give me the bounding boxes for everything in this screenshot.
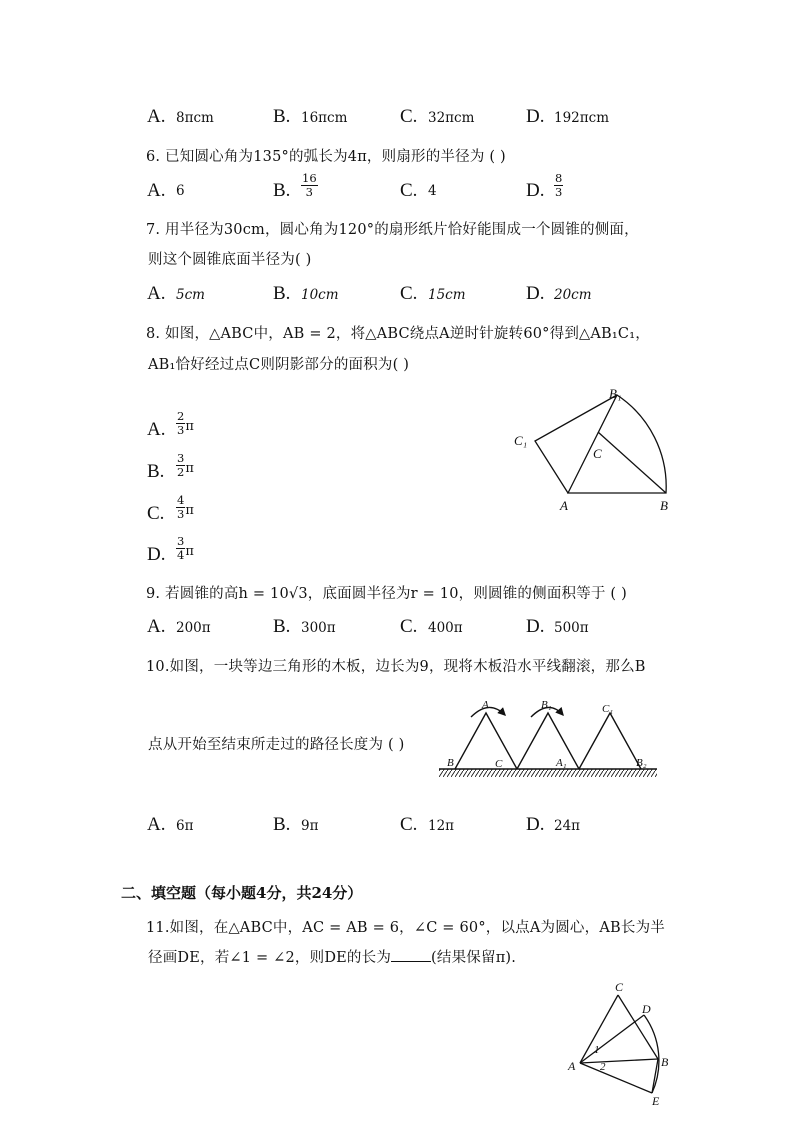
fraction-numerator: 8 xyxy=(555,171,563,185)
fraction-numerator: 3 xyxy=(177,451,185,465)
q8-sector-shape xyxy=(568,395,666,493)
q8-label-c: C xyxy=(593,446,602,461)
q11-label-angle-2: 2 xyxy=(600,1061,606,1073)
fraction-numerator: 16 xyxy=(302,171,317,185)
q10-label-b1: B₁ xyxy=(541,699,552,711)
q6-option-a-letter: A. xyxy=(147,180,166,201)
q5-option-c-letter: C. xyxy=(400,106,418,127)
section-title-fill-in: 二、填空题（每小题4分，共24分） xyxy=(121,884,363,902)
q10-label-a: A xyxy=(482,699,489,711)
q10-label-c: C xyxy=(495,758,503,770)
fraction-denominator: 2 xyxy=(177,465,185,479)
q11-arc-de xyxy=(644,1015,659,1093)
q9-option-d: 500π xyxy=(554,620,589,636)
q8-option-d xyxy=(176,535,194,562)
q11-label-e: E xyxy=(652,1094,660,1107)
q7-option-a-letter: A. xyxy=(147,283,166,304)
q11-segment-ae xyxy=(580,1063,652,1093)
q10-option-a: 6π xyxy=(176,818,194,834)
q6-option-c: 4 xyxy=(428,183,437,199)
q10-option-a-letter: A. xyxy=(147,814,166,835)
q10-triangle-1 xyxy=(455,713,517,769)
q11-text-line2-part1: 径画DE，若∠1 = ∠2，则DE的长为 xyxy=(148,950,392,966)
fraction-denominator: 3 xyxy=(555,185,563,199)
q10-triangle-3 xyxy=(579,713,641,769)
q11-label-c: C xyxy=(615,980,624,994)
q11-segment-cb xyxy=(618,995,658,1059)
q9-option-b-letter: B. xyxy=(273,616,291,637)
q10-label-b2: B₂ xyxy=(636,757,647,769)
q7-option-d-letter: D. xyxy=(526,283,545,304)
q10-text-line2: 点从开始至结束所走过的路径长度为 ( ) xyxy=(148,737,405,753)
q7-option-c-letter: C. xyxy=(400,283,418,304)
fraction-numerator: 3 xyxy=(177,534,185,548)
q10-label-b: B xyxy=(447,757,454,769)
q11-segment-ab xyxy=(580,1059,658,1063)
q6-option-b xyxy=(301,172,318,199)
q10-label-a1: A₁ xyxy=(556,757,567,769)
q8-option-a-letter: A. xyxy=(147,419,166,440)
fraction-denominator: 4 xyxy=(177,548,185,562)
pi-symbol: π xyxy=(185,419,194,434)
q11-label-angle-1: 1 xyxy=(594,1044,600,1056)
q10-option-d: 24π xyxy=(554,818,581,834)
q10-option-d-letter: D. xyxy=(526,814,545,835)
q5-option-d-letter: D. xyxy=(526,106,545,127)
q5-option-b-letter: B. xyxy=(273,106,291,127)
q9-option-a-letter: A. xyxy=(147,616,166,637)
q7-option-b-letter: B. xyxy=(273,283,291,304)
q11-label-b: B xyxy=(661,1055,669,1069)
q10-figure xyxy=(435,693,660,785)
q7-option-b: 10cm xyxy=(301,287,339,303)
q9-option-b: 300π xyxy=(301,620,336,636)
q9-option-c: 400π xyxy=(428,620,463,636)
q9-option-d-letter: D. xyxy=(526,616,545,637)
q6-text: 6. 已知圆心角为135°的弧长为4π，则扇形的半径为 ( ) xyxy=(146,149,506,165)
q5-option-a: 8πcm xyxy=(176,110,214,126)
q8-label-b: B xyxy=(660,498,668,513)
q11-segment-ad xyxy=(580,1015,644,1063)
q11-text-line1: 11.如图，在△ABC中，AC = AB = 6，∠C = 60°，以点A为圆心，AB长为半 xyxy=(146,920,665,936)
q8-figure xyxy=(505,385,685,515)
q10-triangle-2 xyxy=(517,713,579,769)
fraction-denominator: 3 xyxy=(177,423,185,437)
q11-text-line2-part2: (结果保留π). xyxy=(431,950,517,966)
q7-text-line1: 7. 用半径为30cm，圆心角为120°的扇形纸片恰好能围成一个圆锥的侧面， xyxy=(146,222,639,238)
q6-option-a: 6 xyxy=(176,183,185,199)
pi-symbol: π xyxy=(185,503,194,518)
q11-answer-blank[interactable] xyxy=(391,949,431,962)
fraction-denominator: 3 xyxy=(305,185,313,199)
q11-text-line2 xyxy=(148,946,516,967)
q8-text-line2: AB₁恰好经过点C则阴影部分的面积为( ) xyxy=(148,357,410,373)
q10-option-c-letter: C. xyxy=(400,814,418,835)
q5-option-d: 192πcm xyxy=(554,110,610,126)
q7-option-a: 5cm xyxy=(176,287,205,303)
q8-option-b xyxy=(176,452,194,479)
q8-label-b1: B₁ xyxy=(609,386,622,401)
q8-option-a xyxy=(176,410,194,437)
q9-option-a: 200π xyxy=(176,620,211,636)
q8-label-c1: C₁ xyxy=(514,433,528,448)
q6-option-c-letter: C. xyxy=(400,180,418,201)
q11-label-a: A xyxy=(568,1059,576,1073)
q11-figure xyxy=(560,975,680,1107)
q10-option-b-letter: B. xyxy=(273,814,291,835)
q6-option-d-letter: D. xyxy=(526,180,545,201)
q5-option-b: 16πcm xyxy=(301,110,348,126)
q7-text-line2: 则这个圆锥底面半径为( ) xyxy=(148,252,312,268)
q8-option-d-letter: D. xyxy=(147,544,166,565)
q10-ground-hatching xyxy=(439,769,657,777)
q8-label-a: A xyxy=(560,498,568,513)
q8-option-c xyxy=(176,494,194,521)
fraction-denominator: 3 xyxy=(177,507,185,521)
q6-option-b-letter: B. xyxy=(273,180,291,201)
q7-option-d: 20cm xyxy=(554,287,592,303)
pi-symbol: π xyxy=(185,544,194,559)
q5-option-c: 32πcm xyxy=(428,110,475,126)
q11-label-d: D xyxy=(642,1002,651,1016)
q9-option-c-letter: C. xyxy=(400,616,418,637)
q8-option-c-letter: C. xyxy=(147,503,165,524)
q8-text-line1: 8. 如图，△ABC中，AB = 2，将△ABC绕点A逆时针旋转60°得到△AB₁C₁， xyxy=(146,326,650,342)
pi-symbol: π xyxy=(185,461,194,476)
q10-label-c1: C₁ xyxy=(602,703,614,715)
q8-option-b-letter: B. xyxy=(147,461,165,482)
q10-option-b: 9π xyxy=(301,818,319,834)
q5-option-a-letter: A. xyxy=(147,106,166,127)
q6-option-d xyxy=(554,172,563,199)
q7-option-c: 15cm xyxy=(428,287,466,303)
q10-option-c: 12π xyxy=(428,818,455,834)
fraction-numerator: 4 xyxy=(177,493,185,507)
fraction-numerator: 2 xyxy=(177,409,185,423)
q9-text: 9. 若圆锥的高h = 10√3，底面圆半径为r = 10，则圆锥的侧面积等于 ( ) xyxy=(146,586,627,602)
q10-text-line1: 10.如图，一块等边三角形的木板，边长为9，现将木板沿水平线翻滚，那么B xyxy=(146,659,646,675)
